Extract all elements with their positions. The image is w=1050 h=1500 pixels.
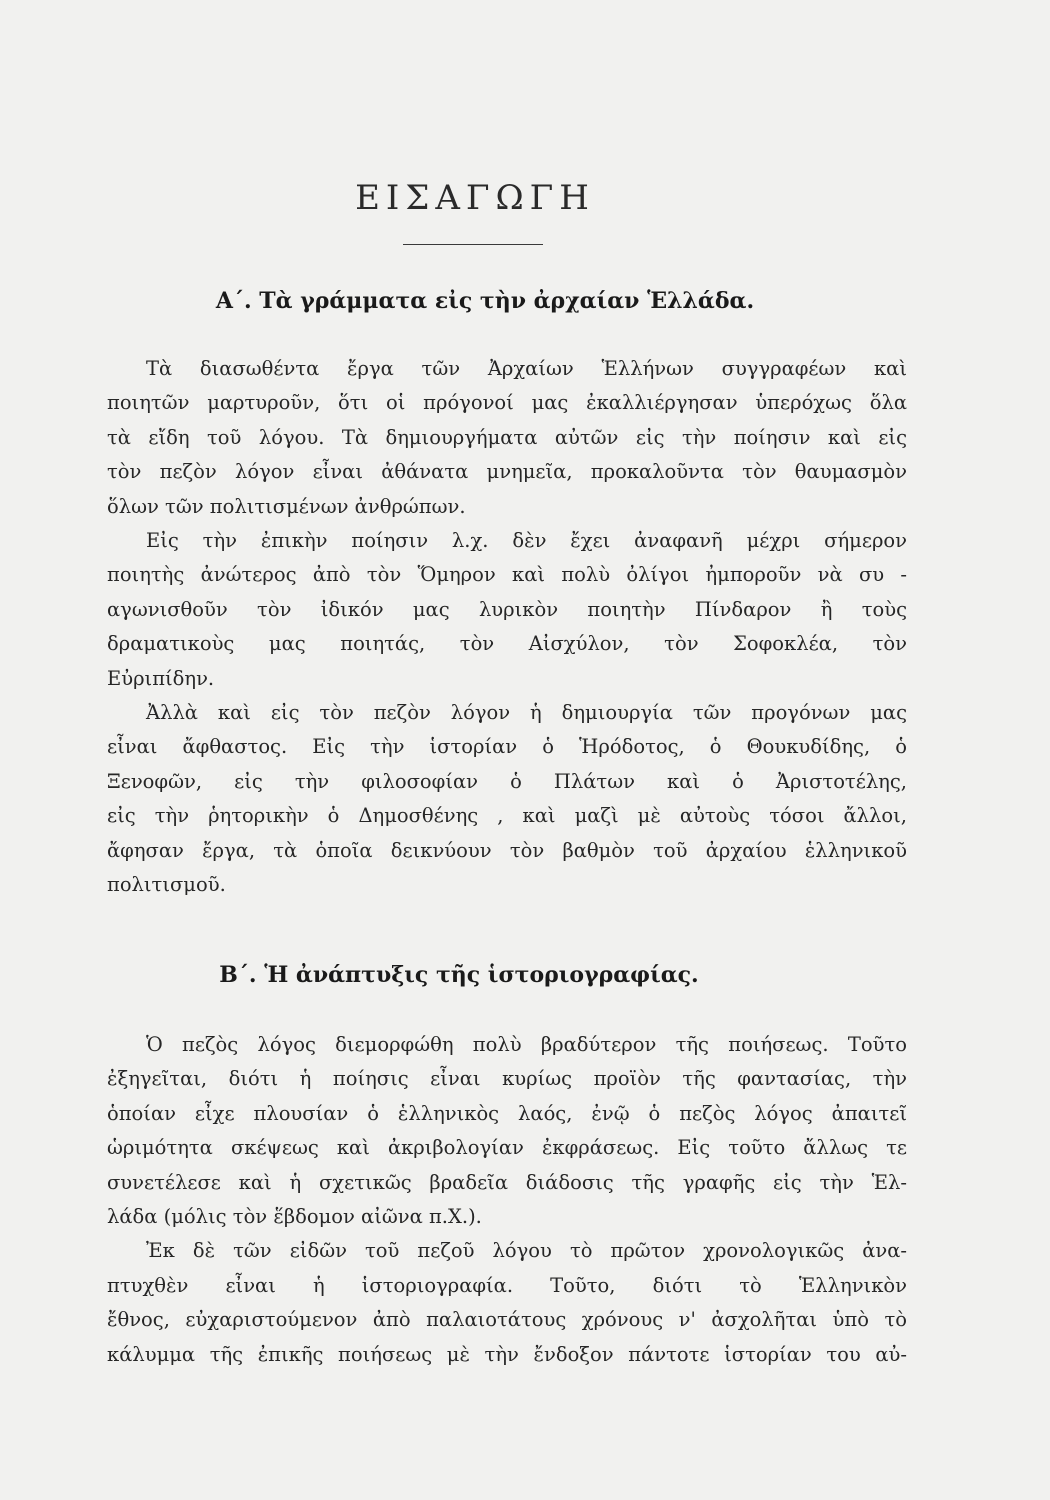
text-line: Εὐριπίδην. <box>107 666 215 690</box>
text-line: Εἰς τὴν ἐπικὴν ποίησιν λ.χ. δὲν ἔχει ἀναφανῆ μέχρι σήμερον <box>146 529 907 553</box>
text-line: εἶναι ἄφθαστος. Εἰς τὴν ἱστορίαν ὁ Ἡρόδοτος, ὁ Θουκυδίδης, ὁ <box>107 735 907 759</box>
section-b-heading: Β΄. Ἡ ἀνάπτυξις τῆς ἱστοριογραφίας. <box>219 962 699 988</box>
section-b-body <box>107 1028 907 1372</box>
text-line: ὁποίαν εἶχε πλουσίαν ὁ ἑλληνικὸς λαός, ἐνῷ ὁ πεζὸς λόγος ἀπαιτεῖ <box>107 1101 907 1125</box>
text-line: ποιητῶν μαρτυροῦν, ὅτι οἱ πρόγονοί μας ἐκαλλιέργησαν ὑπερόχως ὅλα <box>107 391 907 415</box>
text-line: ὡριμότητα σκέψεως καὶ ἀκριβολογίαν ἐκφράσεως. Εἰς τοῦτο ἄλλως τε <box>107 1136 907 1160</box>
text-line: Ξενοφῶν, εἰς τὴν φιλοσοφίαν ὁ Πλάτων καὶ ὁ Ἀριστοτέλης, <box>107 769 907 793</box>
section-a-body <box>107 352 907 903</box>
text-line: αγωνισθοῦν τὸν ἰδικόν μας λυρικὸν ποιητὴν Πίνδαρον ἢ τοὺς <box>107 597 907 621</box>
text-line: Ἐκ δὲ τῶν εἰδῶν τοῦ πεζοῦ λόγου τὸ πρῶτον χρονολογικῶς ἀνα- <box>146 1239 907 1263</box>
text-line: δραματικοὺς μας ποιητάς, τὸν Αἰσχύλον, τὸν Σοφοκλέα, τὸν <box>107 632 907 656</box>
text-line: κάλυμμα τῆς ἐπικῆς ποιήσεως μὲ τὴν ἔνδοξον πάντοτε ἱστορίαν του αὐ- <box>107 1342 907 1366</box>
text-line: Ἀλλὰ καὶ εἰς τὸν πεζὸν λόγον ἡ δημιουργία τῶν προγόνων μας <box>146 701 907 725</box>
text-line: ποιητὴς ἀνώτερος ἀπὸ τὸν Ὅμηρον καὶ πολὺ ὀλίγοι ἠμποροῦν νὰ συ - <box>107 563 907 587</box>
text-line: εἰς τὴν ῥητορικὴν ὁ Δημοσθένης , καὶ μαζὶ μὲ αὐτοὺς τόσοι ἄλλοι, <box>107 804 907 828</box>
title-divider <box>403 244 543 245</box>
text-line: ἐξηγεῖται, διότι ἡ ποίησις εἶναι κυρίως προϊὸν τῆς φαντασίας, τὴν <box>107 1067 907 1091</box>
page-title: ΕΙΣΑΓΩΓΗ <box>355 178 595 218</box>
section-a-heading: Α΄. Τὰ γράμματα εἰς τὴν ἀρχαίαν Ἑλλάδα. <box>215 288 755 314</box>
text-line: πτυχθὲν εἶναι ἡ ἱστοριογραφία. Τοῦτο, διότι τὸ Ἑλληνικὸν <box>107 1273 907 1297</box>
text-line: λάδα (μόλις τὸν ἕβδομον αἰῶνα π.Χ.). <box>107 1205 482 1229</box>
text-line: ἔθνος, εὐχαριστούμενον ἀπὸ παλαιοτάτους χρόνους ν' ἀσχολῆται ὑπὸ τὸ <box>107 1308 907 1332</box>
text-line: τὸν πεζὸν λόγον εἶναι ἀθάνατα μνημεῖα, προκαλοῦντα τὸν θαυμασμὸν <box>107 460 907 484</box>
text-line: ὅλων τῶν πολιτισμένων ἀνθρώπων. <box>107 494 466 518</box>
text-line: ἄφησαν ἔργα, τὰ ὁποῖα δεικνύουν τὸν βαθμὸν τοῦ ἀρχαίου ἑλληνικοῦ <box>107 838 907 862</box>
text-line: τὰ εἴδη τοῦ λόγου. Τὰ δημιουργήματα αὐτῶν εἰς τὴν ποίησιν καὶ εἰς <box>107 425 907 449</box>
text-line: πολιτισμοῦ. <box>107 873 226 897</box>
text-line: Ὁ πεζὸς λόγος διεμορφώθη πολὺ βραδύτερον τῆς ποιήσεως. Τοῦτο <box>146 1033 907 1056</box>
text-line: συνετέλεσε καὶ ἡ σχετικῶς βραδεῖα διάδοσις τῆς γραφῆς εἰς τὴν Ἑλ- <box>107 1170 907 1194</box>
text-line: Τὰ διασωθέντα ἔργα τῶν Ἀρχαίων Ἑλλήνων συγγραφέων καὶ <box>146 357 907 380</box>
